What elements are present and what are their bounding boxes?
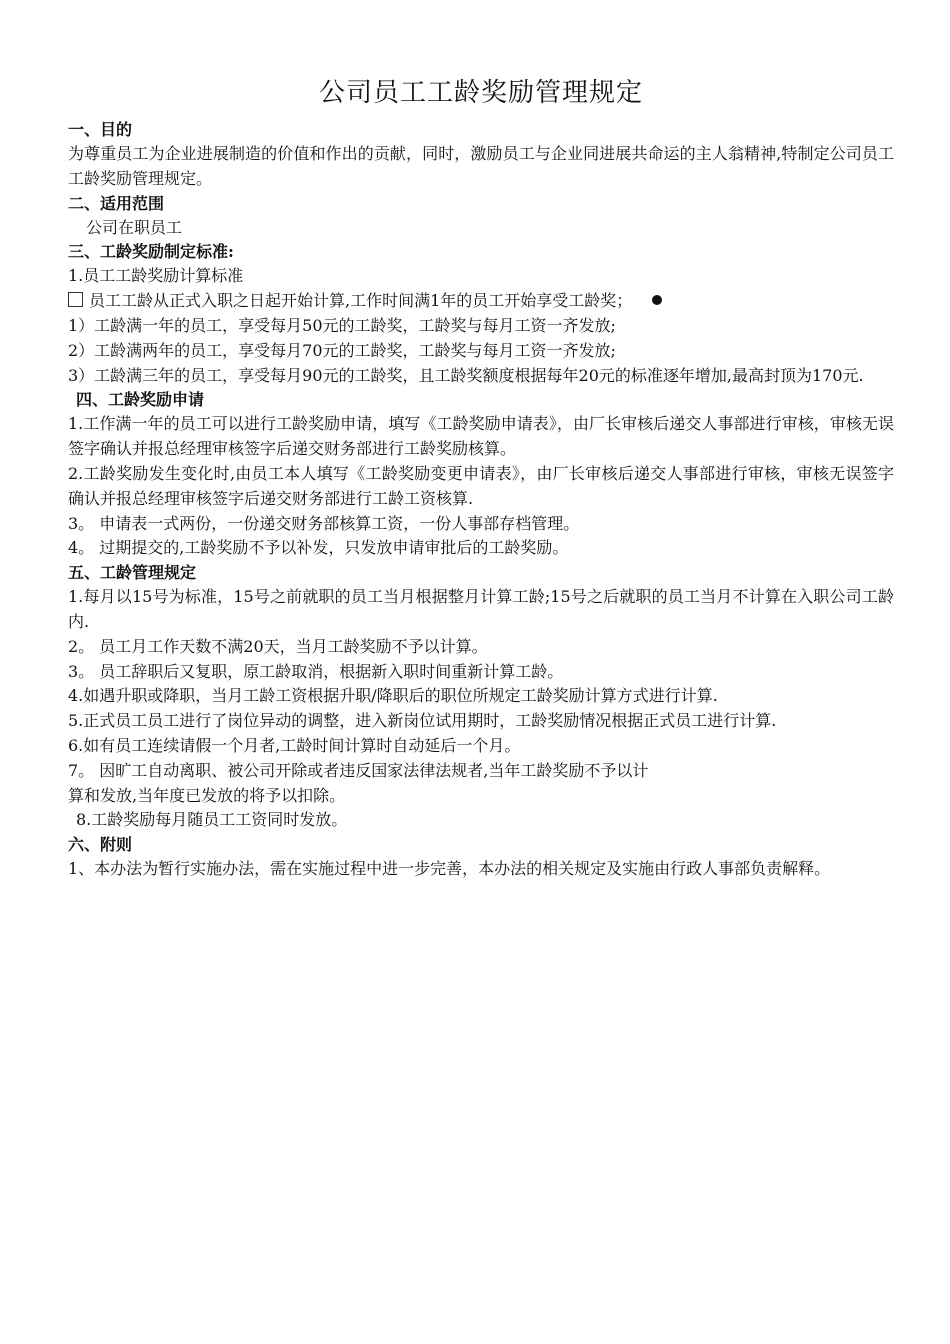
management-paragraph-5: 5.正式员工员工进行了岗位异动的调整，进入新岗位试用期时，工龄奖励情况根据正式员工进行计算. (68, 711, 777, 731)
purpose-paragraph: 为尊重员工为企业进展制造的价值和作出的贡献，同时，激励员工与企业同进展共命运的主人翁精神,特制定公司员工工龄奖励管理规定。 (68, 144, 894, 188)
standards-checkbox-line (68, 289, 894, 314)
bullet-dot-icon (652, 295, 662, 305)
application-paragraph-3: 3。 申请表一式两份，一份递交财务部核算工资，一份人事部存档管理。 (68, 513, 580, 533)
section-heading-management: 五、工龄管理规定 (68, 563, 197, 583)
standards-checkbox-text: 员工工龄从正式入职之日起开始计算,工作时间满1年的员工开始享受工龄奖； (89, 291, 633, 311)
standards-line-3: 3）工龄满三年的员工，享受每月90元的工龄奖，且工龄奖额度根据每年20元的标准逐年增加,最高封顶为170元. (68, 365, 864, 385)
application-paragraph-4: 4。 过期提交的,工龄奖励不予以补发，只发放申请审批后的工龄奖励。 (68, 538, 569, 558)
management-paragraph-2: 2。 员工月工作天数不满20天，当月工龄奖励不予以计算。 (68, 636, 488, 656)
standards-line-2: 2）工龄满两年的员工，享受每月70元的工龄奖，工龄奖与每月工资一齐发放; (68, 340, 616, 360)
management-paragraph-7a: 7。 因旷工自动离职、被公司开除或者违反国家法律法规者,当年工龄奖励不予以计 (68, 760, 649, 780)
management-paragraph-1: 1.每月以15号为标准，15号之前就职的员工当月根据整月计算工龄;15号之后就职的员工当月不计算在入职公司工龄内. (68, 587, 894, 631)
section-heading-purpose: 一、目的 (68, 120, 133, 139)
section-heading-standards: 三、工龄奖励制定标准: (68, 242, 234, 262)
application-paragraph-1: 1.工作满一年的员工可以进行工龄奖励申请，填写《工龄奖励申请表》，由厂长审核后递交人事部进行审核，审核无误签字确认并报总经理审核签字后递交财务部进行工龄奖励核算。 (68, 414, 894, 459)
standards-line-1: 1）工龄满一年的员工，享受每月50元的工龄奖，工龄奖与每月工资一齐发放; (68, 315, 616, 335)
management-paragraph-6: 6.如有员工连续请假一个月者,工龄时间计算时自动延后一个月。 (68, 735, 521, 755)
application-paragraph-2: 2.工龄奖励发生变化时,由员工本人填写《工龄奖励变更申请表》，由厂长审核后递交人事部进行审核，审核无误签字确认并报总经理审核签字后递交财务部进行工龄工资核算. (68, 463, 894, 508)
section-heading-scope: 二、适用范围 (68, 193, 165, 213)
management-paragraph-8: 8.工龄奖励每月随员工工资同时发放。 (76, 810, 348, 830)
checkbox-icon (68, 292, 83, 307)
scope-paragraph: 公司在职员工 (86, 217, 183, 237)
document-page (68, 70, 894, 882)
standards-item-1: 1.员工工龄奖励计算标准 (68, 266, 244, 286)
management-paragraph-3: 3。 员工辞职后又复职，原工龄取消，根据新入职时间重新计算工龄。 (68, 661, 564, 681)
section-heading-application: 四、工龄奖励申请 (76, 390, 205, 410)
section-heading-appendix: 六、附则 (68, 835, 133, 855)
document-title: 公司员工工龄奖励管理规定 (318, 78, 643, 108)
appendix-paragraph-1: 1、本办法为暂行实施办法，需在实施过程中进一步完善，本办法的相关规定及实施由行政人事部负责解释。 (68, 859, 831, 879)
management-paragraph-4: 4.如遇升职或降职，当月工龄工资根据升职/降职后的职位所规定工龄奖励计算方式进行计算. (68, 686, 718, 706)
management-paragraph-7b: 算和发放,当年度已发放的将予以扣除。 (68, 785, 346, 805)
